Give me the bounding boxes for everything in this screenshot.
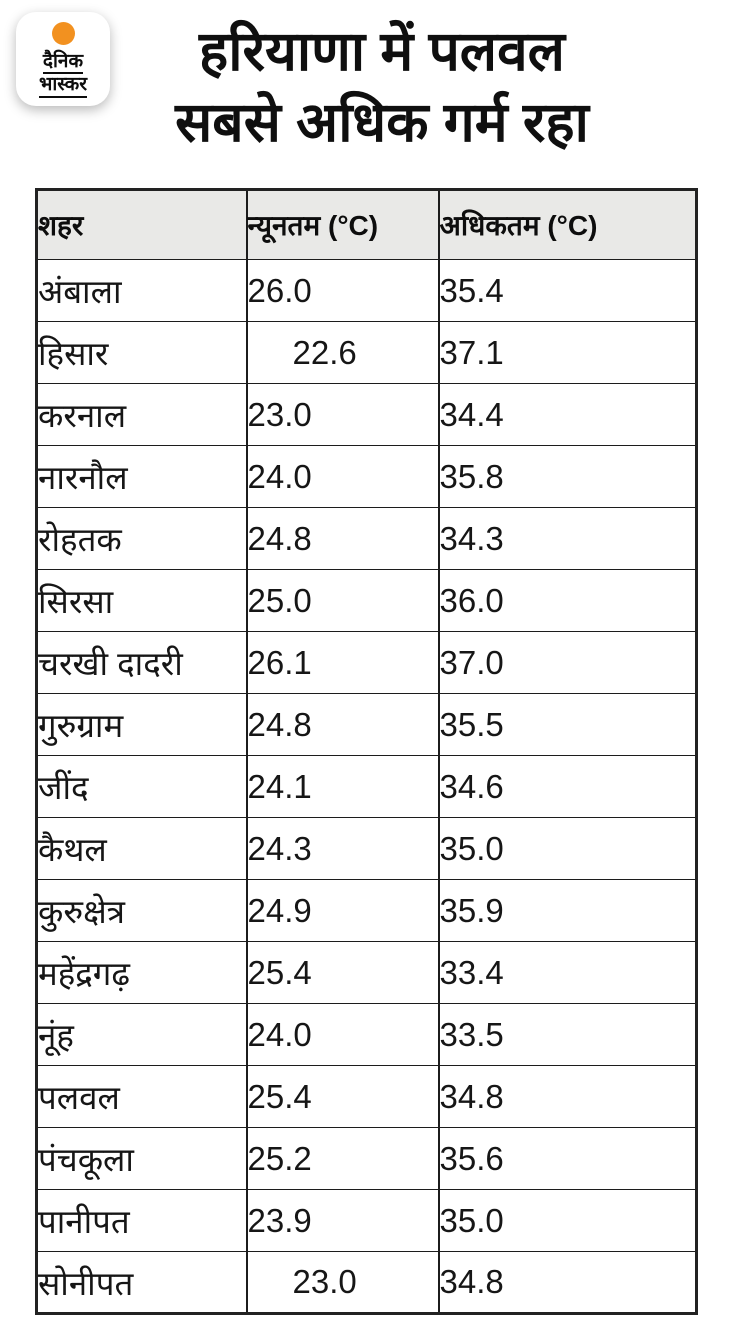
min-temp-cell: 25.4 [247, 1066, 439, 1128]
logo-text-line2: भास्कर [39, 74, 87, 97]
sun-icon [52, 22, 75, 45]
min-temp-cell: 24.3 [247, 818, 439, 880]
city-cell: रोहतक [37, 508, 247, 570]
max-temp-cell: 35.0 [439, 1190, 697, 1252]
max-temp-cell: 35.5 [439, 694, 697, 756]
table-row [37, 1252, 697, 1314]
max-temp-cell: 34.8 [439, 1252, 697, 1314]
table-row [37, 756, 697, 818]
min-temp-cell: 24.1 [247, 756, 439, 818]
min-temp-cell: 24.8 [247, 508, 439, 570]
city-cell: पंचकूला [37, 1128, 247, 1190]
table-row [37, 508, 697, 570]
table-row [37, 570, 697, 632]
min-temp-cell: 26.0 [247, 260, 439, 322]
city-cell: हिसार [37, 322, 247, 384]
min-temp-cell: 23.0 [247, 384, 439, 446]
max-temp-cell: 35.4 [439, 260, 697, 322]
max-temp-cell: 33.5 [439, 1004, 697, 1066]
city-cell: कुरुक्षेत्र [37, 880, 247, 942]
max-temp-cell: 34.8 [439, 1066, 697, 1128]
city-cell: गुरुग्राम [37, 694, 247, 756]
min-temp-cell: 25.4 [247, 942, 439, 1004]
city-cell: पलवल [37, 1066, 247, 1128]
city-cell: सिरसा [37, 570, 247, 632]
column-header-city: शहर [37, 190, 247, 260]
min-temp-cell: 23.9 [247, 1190, 439, 1252]
max-temp-cell: 35.8 [439, 446, 697, 508]
city-cell: सोनीपत [37, 1252, 247, 1314]
table-row [37, 880, 697, 942]
table-row [37, 942, 697, 1004]
min-temp-cell: 22.6 [247, 322, 439, 384]
table-body [37, 260, 697, 1314]
city-cell: नूंह [37, 1004, 247, 1066]
max-temp-cell: 36.0 [439, 570, 697, 632]
logo-text-line1: दैनिक [43, 51, 83, 74]
table-row [37, 1004, 697, 1066]
column-header-max-temp: अधिकतम (°C) [439, 190, 697, 260]
dainik-bhaskar-logo [16, 12, 110, 106]
title-line-2: सबसे अधिक गर्म रहा [175, 91, 589, 153]
max-temp-cell: 37.0 [439, 632, 697, 694]
max-temp-cell: 37.1 [439, 322, 697, 384]
max-temp-cell: 33.4 [439, 942, 697, 1004]
temperature-table [35, 188, 698, 1315]
column-header-min-temp: न्यूनतम (°C) [247, 190, 439, 260]
city-cell: करनाल [37, 384, 247, 446]
min-temp-cell: 24.9 [247, 880, 439, 942]
city-cell: अंबाला [37, 260, 247, 322]
table-row [37, 1190, 697, 1252]
table-row [37, 260, 697, 322]
table-row [37, 1066, 697, 1128]
min-temp-cell: 24.0 [247, 1004, 439, 1066]
min-temp-cell: 24.0 [247, 446, 439, 508]
min-temp-cell: 25.0 [247, 570, 439, 632]
max-temp-cell: 35.6 [439, 1128, 697, 1190]
min-temp-cell: 26.1 [247, 632, 439, 694]
table-row [37, 322, 697, 384]
max-temp-cell: 34.4 [439, 384, 697, 446]
city-cell: कैथल [37, 818, 247, 880]
city-cell: महेंद्रगढ़ [37, 942, 247, 1004]
min-temp-cell: 25.2 [247, 1128, 439, 1190]
min-temp-cell: 23.0 [247, 1252, 439, 1314]
min-temp-cell: 24.8 [247, 694, 439, 756]
table-row [37, 694, 697, 756]
city-cell: पानीपत [37, 1190, 247, 1252]
table-header-row [37, 190, 697, 260]
table-row [37, 446, 697, 508]
city-cell: नारनौल [37, 446, 247, 508]
max-temp-cell: 35.9 [439, 880, 697, 942]
masthead [0, 0, 730, 188]
city-cell: चरखी दादरी [37, 632, 247, 694]
max-temp-cell: 34.6 [439, 756, 697, 818]
max-temp-cell: 35.0 [439, 818, 697, 880]
table-row [37, 1128, 697, 1190]
table-row [37, 818, 697, 880]
max-temp-cell: 34.3 [439, 508, 697, 570]
title-line-1: हरियाणा में पलवल [199, 20, 565, 82]
city-cell: जींद [37, 756, 247, 818]
table-row [37, 384, 697, 446]
table-row [37, 632, 697, 694]
